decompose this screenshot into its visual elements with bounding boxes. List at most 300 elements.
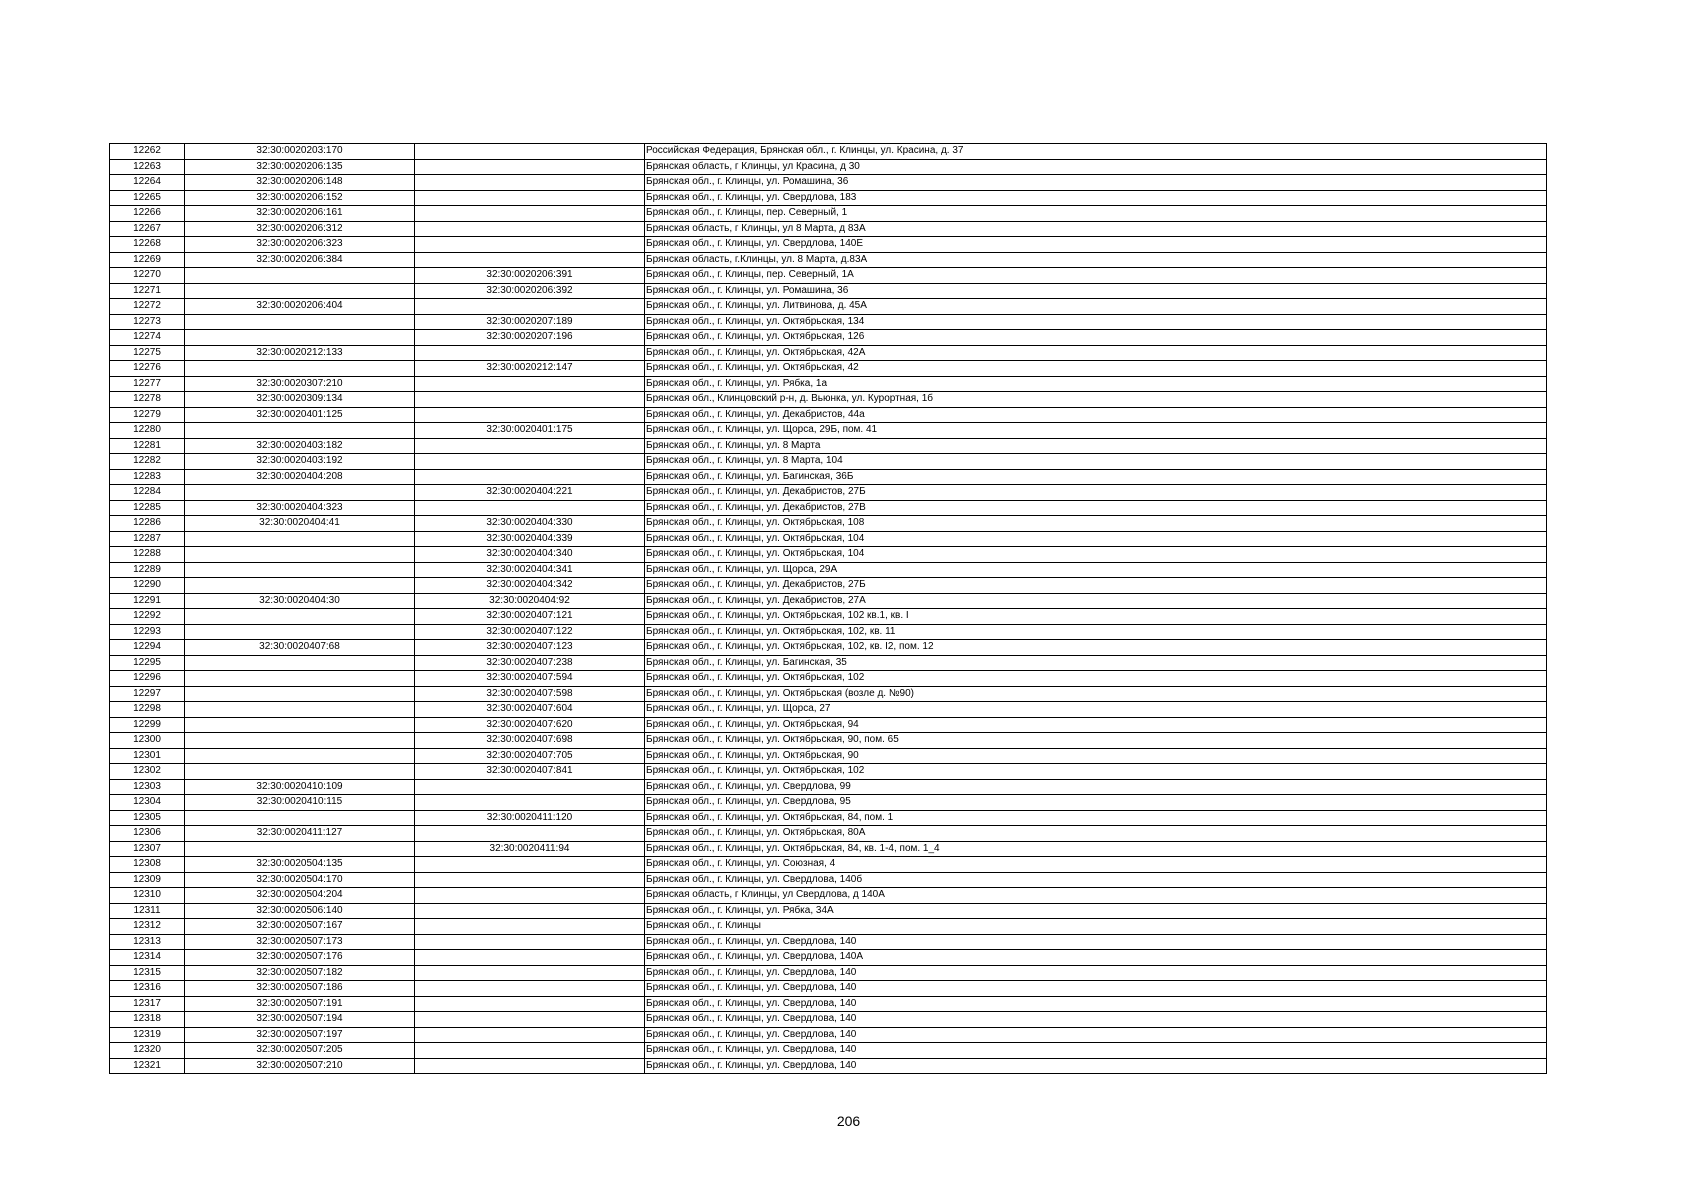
table-row xyxy=(110,810,1547,826)
table-row xyxy=(110,1043,1547,1059)
object-cadastral-number-cell xyxy=(415,826,645,842)
cadastral-number-cell xyxy=(185,423,415,439)
address-cell: Брянская обл., г. Клинцы, ул. Свердлова, 140 xyxy=(645,981,1547,997)
object-cadastral-number-cell xyxy=(415,206,645,222)
object-cadastral-number-cell xyxy=(415,345,645,361)
object-cadastral-number-cell: 32:30:0020207:189 xyxy=(415,314,645,330)
object-cadastral-number-cell xyxy=(415,1058,645,1074)
cadastral-number-cell xyxy=(185,624,415,640)
cadastral-number-cell: 32:30:0020507:210 xyxy=(185,1058,415,1074)
row-number-cell: 12294 xyxy=(110,640,185,656)
cadastral-number-cell: 32:30:0020309:134 xyxy=(185,392,415,408)
row-number-cell: 12296 xyxy=(110,671,185,687)
table-row xyxy=(110,314,1547,330)
row-number-cell: 12273 xyxy=(110,314,185,330)
cadastral-number-cell: 32:30:0020504:204 xyxy=(185,888,415,904)
cadastral-number-cell xyxy=(185,655,415,671)
object-cadastral-number-cell: 32:30:0020212:147 xyxy=(415,361,645,377)
cadastral-number-cell: 32:30:0020507:194 xyxy=(185,1012,415,1028)
table-row xyxy=(110,872,1547,888)
row-number-cell: 12274 xyxy=(110,330,185,346)
table-row xyxy=(110,454,1547,470)
table-row xyxy=(110,857,1547,873)
address-cell: Брянская область, г.Клинцы, ул. 8 Марта, д.83А xyxy=(645,252,1547,268)
address-cell: Брянская обл., г. Клинцы, ул. Багинская, 36Б xyxy=(645,469,1547,485)
address-cell: Брянская обл., г. Клинцы, ул. Щорса, 29Б, пом. 41 xyxy=(645,423,1547,439)
cadastral-number-cell: 32:30:0020206:148 xyxy=(185,175,415,191)
object-cadastral-number-cell xyxy=(415,407,645,423)
row-number-cell: 12295 xyxy=(110,655,185,671)
object-cadastral-number-cell: 32:30:0020407:841 xyxy=(415,764,645,780)
cadastral-number-cell: 32:30:0020206:323 xyxy=(185,237,415,253)
table-row xyxy=(110,903,1547,919)
cadastral-number-cell: 32:30:0020504:170 xyxy=(185,872,415,888)
object-cadastral-number-cell xyxy=(415,175,645,191)
table-row xyxy=(110,609,1547,625)
row-number-cell: 12304 xyxy=(110,795,185,811)
cadastral-number-cell: 32:30:0020404:323 xyxy=(185,500,415,516)
row-number-cell: 12262 xyxy=(110,144,185,160)
row-number-cell: 12302 xyxy=(110,764,185,780)
object-cadastral-number-cell: 32:30:0020407:121 xyxy=(415,609,645,625)
table-row xyxy=(110,283,1547,299)
object-cadastral-number-cell xyxy=(415,190,645,206)
address-cell: Брянская обл., г. Клинцы, ул. Свердлова, 95 xyxy=(645,795,1547,811)
row-number-cell: 12284 xyxy=(110,485,185,501)
cadastral-number-cell: 32:30:0020507:182 xyxy=(185,965,415,981)
address-cell: Брянская обл., г. Клинцы, ул. Свердлова, 140 xyxy=(645,1012,1547,1028)
row-number-cell: 12297 xyxy=(110,686,185,702)
address-cell: Брянская обл., г. Клинцы, ул. Октябрьская, 104 xyxy=(645,547,1547,563)
address-cell: Брянская обл., г. Клинцы, ул. Октябрьская, 90 xyxy=(645,748,1547,764)
row-number-cell: 12264 xyxy=(110,175,185,191)
object-cadastral-number-cell xyxy=(415,934,645,950)
cadastral-number-cell: 32:30:0020403:182 xyxy=(185,438,415,454)
table-row xyxy=(110,919,1547,935)
address-cell: Брянская обл., г. Клинцы, ул. Октябрьская, 94 xyxy=(645,717,1547,733)
address-cell: Брянская обл., г. Клинцы, ул. Октябрьская, 80А xyxy=(645,826,1547,842)
table-row xyxy=(110,268,1547,284)
row-number-cell: 12277 xyxy=(110,376,185,392)
object-cadastral-number-cell: 32:30:0020407:123 xyxy=(415,640,645,656)
cadastral-number-cell xyxy=(185,283,415,299)
table-row xyxy=(110,175,1547,191)
row-number-cell: 12270 xyxy=(110,268,185,284)
cadastral-number-cell xyxy=(185,531,415,547)
row-number-cell: 12305 xyxy=(110,810,185,826)
cadastral-number-cell xyxy=(185,547,415,563)
object-cadastral-number-cell xyxy=(415,919,645,935)
address-cell: Брянская обл., г. Клинцы, ул. Октябрьская, 84, кв. 1-4, пом. 1_4 xyxy=(645,841,1547,857)
table-row xyxy=(110,407,1547,423)
cadastral-number-cell: 32:30:0020307:210 xyxy=(185,376,415,392)
cadastral-number-cell: 32:30:0020507:167 xyxy=(185,919,415,935)
address-cell: Брянская обл., г. Клинцы, пер. Северный, 1 xyxy=(645,206,1547,222)
row-number-cell: 12288 xyxy=(110,547,185,563)
cadastral-number-cell: 32:30:0020401:125 xyxy=(185,407,415,423)
table-row xyxy=(110,655,1547,671)
address-cell: Российская Федерация, Брянская обл., г. Клинцы, ул. Красина, д. 37 xyxy=(645,144,1547,160)
table-row xyxy=(110,190,1547,206)
table-row xyxy=(110,500,1547,516)
cadastral-number-cell: 32:30:0020410:109 xyxy=(185,779,415,795)
cadastral-number-cell xyxy=(185,330,415,346)
cadastral-number-cell: 32:30:0020507:191 xyxy=(185,996,415,1012)
address-cell: Брянская обл., г. Клинцы, ул. Свердлова, 140 xyxy=(645,1058,1547,1074)
cadastral-number-cell xyxy=(185,562,415,578)
row-number-cell: 12307 xyxy=(110,841,185,857)
table-row xyxy=(110,1058,1547,1074)
address-cell: Брянская обл., г. Клинцы, ул. Октябрьская, 104 xyxy=(645,531,1547,547)
address-cell: Брянская обл., г. Клинцы, ул. Октябрьская, 42А xyxy=(645,345,1547,361)
row-number-cell: 12272 xyxy=(110,299,185,315)
row-number-cell: 12267 xyxy=(110,221,185,237)
table-row xyxy=(110,702,1547,718)
cadastral-number-cell: 32:30:0020206:312 xyxy=(185,221,415,237)
cadastral-number-cell xyxy=(185,578,415,594)
row-number-cell: 12292 xyxy=(110,609,185,625)
object-cadastral-number-cell: 32:30:0020206:392 xyxy=(415,283,645,299)
row-number-cell: 12298 xyxy=(110,702,185,718)
cadastral-number-cell xyxy=(185,485,415,501)
row-number-cell: 12278 xyxy=(110,392,185,408)
row-number-cell: 12290 xyxy=(110,578,185,594)
address-cell: Брянская обл., г. Клинцы, ул. 8 Марта xyxy=(645,438,1547,454)
object-cadastral-number-cell: 32:30:0020407:238 xyxy=(415,655,645,671)
object-cadastral-number-cell: 32:30:0020407:598 xyxy=(415,686,645,702)
object-cadastral-number-cell xyxy=(415,888,645,904)
table-row xyxy=(110,221,1547,237)
table-row xyxy=(110,748,1547,764)
address-cell: Брянская обл., г. Клинцы, ул. Декабристов, 27Б xyxy=(645,578,1547,594)
cadastral-number-cell: 32:30:0020206:384 xyxy=(185,252,415,268)
object-cadastral-number-cell: 32:30:0020404:221 xyxy=(415,485,645,501)
table-row xyxy=(110,376,1547,392)
address-cell: Брянская обл., г. Клинцы, ул. Ромашина, 36 xyxy=(645,283,1547,299)
row-number-cell: 12317 xyxy=(110,996,185,1012)
row-number-cell: 12266 xyxy=(110,206,185,222)
address-cell: Брянская обл., г. Клинцы, ул. Октябрьская (возле д. №90) xyxy=(645,686,1547,702)
address-cell: Брянская обл., г. Клинцы, ул. Литвинова, д. 45А xyxy=(645,299,1547,315)
object-cadastral-number-cell: 32:30:0020404:92 xyxy=(415,593,645,609)
table-row xyxy=(110,562,1547,578)
cadastral-number-cell: 32:30:0020507:197 xyxy=(185,1027,415,1043)
object-cadastral-number-cell xyxy=(415,237,645,253)
table-row xyxy=(110,733,1547,749)
table-row xyxy=(110,252,1547,268)
cadastral-number-cell xyxy=(185,671,415,687)
object-cadastral-number-cell: 32:30:0020207:196 xyxy=(415,330,645,346)
address-cell: Брянская обл., г. Клинцы, ул. Декабристов, 44а xyxy=(645,407,1547,423)
cadastral-number-cell: 32:30:0020507:205 xyxy=(185,1043,415,1059)
row-number-cell: 12318 xyxy=(110,1012,185,1028)
address-cell: Брянская обл., г. Клинцы, ул. Рябка, 1а xyxy=(645,376,1547,392)
address-cell: Брянская обл., г. Клинцы, ул. Рябка, 34А xyxy=(645,903,1547,919)
table-row xyxy=(110,361,1547,377)
cadastral-number-cell xyxy=(185,609,415,625)
cadastral-number-cell: 32:30:0020212:133 xyxy=(185,345,415,361)
address-cell: Брянская обл., г. Клинцы, пер. Северный, 1А xyxy=(645,268,1547,284)
table-row xyxy=(110,516,1547,532)
object-cadastral-number-cell xyxy=(415,779,645,795)
address-cell: Брянская обл., г. Клинцы, ул. Свердлова, 183 xyxy=(645,190,1547,206)
cadastral-number-cell xyxy=(185,748,415,764)
cadastral-number-cell xyxy=(185,361,415,377)
row-number-cell: 12283 xyxy=(110,469,185,485)
table-row xyxy=(110,640,1547,656)
table-row xyxy=(110,330,1547,346)
cadastral-number-cell: 32:30:0020206:404 xyxy=(185,299,415,315)
object-cadastral-number-cell: 32:30:0020404:339 xyxy=(415,531,645,547)
cadastral-number-cell: 32:30:0020507:176 xyxy=(185,950,415,966)
row-number-cell: 12309 xyxy=(110,872,185,888)
row-number-cell: 12311 xyxy=(110,903,185,919)
row-number-cell: 12286 xyxy=(110,516,185,532)
object-cadastral-number-cell xyxy=(415,454,645,470)
object-cadastral-number-cell xyxy=(415,221,645,237)
row-number-cell: 12313 xyxy=(110,934,185,950)
object-cadastral-number-cell: 32:30:0020404:330 xyxy=(415,516,645,532)
row-number-cell: 12275 xyxy=(110,345,185,361)
cadastral-number-cell xyxy=(185,686,415,702)
row-number-cell: 12263 xyxy=(110,159,185,175)
cadastral-table xyxy=(109,143,1547,1074)
table-row xyxy=(110,1012,1547,1028)
object-cadastral-number-cell xyxy=(415,1043,645,1059)
row-number-cell: 12306 xyxy=(110,826,185,842)
cadastral-number-cell: 32:30:0020506:140 xyxy=(185,903,415,919)
address-cell: Брянская обл., г. Клинцы, ул. Декабристов, 27А xyxy=(645,593,1547,609)
address-cell: Брянская обл., г. Клинцы, ул. Октябрьская, 42 xyxy=(645,361,1547,377)
table-row xyxy=(110,547,1547,563)
object-cadastral-number-cell xyxy=(415,159,645,175)
object-cadastral-number-cell xyxy=(415,500,645,516)
table-row xyxy=(110,671,1547,687)
address-cell: Брянская обл., г. Клинцы, ул. Щорса, 27 xyxy=(645,702,1547,718)
page-number: 206 xyxy=(836,1113,861,1129)
row-number-cell: 12315 xyxy=(110,965,185,981)
table-row xyxy=(110,965,1547,981)
address-cell: Брянская обл., г. Клинцы, ул. Октябрьская, 102 xyxy=(645,764,1547,780)
table-row xyxy=(110,469,1547,485)
object-cadastral-number-cell xyxy=(415,1012,645,1028)
object-cadastral-number-cell: 32:30:0020407:705 xyxy=(415,748,645,764)
row-number-cell: 12276 xyxy=(110,361,185,377)
address-cell: Брянская обл., г. Клинцы, ул. Октябрьская, 90, пом. 65 xyxy=(645,733,1547,749)
object-cadastral-number-cell xyxy=(415,903,645,919)
address-cell: Брянская обл., г. Клинцы, ул. Свердлова, 140 xyxy=(645,1027,1547,1043)
address-cell: Брянская обл., г. Клинцы, ул. Октябрьская, 102 xyxy=(645,671,1547,687)
row-number-cell: 12316 xyxy=(110,981,185,997)
address-cell: Брянская обл., г. Клинцы, ул. Свердлова, 140б xyxy=(645,872,1547,888)
address-cell: Брянская обл., г. Клинцы, ул. Октябрьская, 102, кв. I2, пом. 12 xyxy=(645,640,1547,656)
table-row xyxy=(110,345,1547,361)
address-cell: Брянская обл., г. Клинцы, ул. Щорса, 29А xyxy=(645,562,1547,578)
table-row xyxy=(110,438,1547,454)
cadastral-number-cell xyxy=(185,702,415,718)
cadastral-number-cell: 32:30:0020404:208 xyxy=(185,469,415,485)
address-cell: Брянская обл., г. Клинцы, ул. Свердлова, 99 xyxy=(645,779,1547,795)
address-cell: Брянская обл., г. Клинцы, ул. Свердлова, 140 xyxy=(645,1043,1547,1059)
object-cadastral-number-cell xyxy=(415,1027,645,1043)
row-number-cell: 12289 xyxy=(110,562,185,578)
table-row xyxy=(110,981,1547,997)
object-cadastral-number-cell xyxy=(415,392,645,408)
row-number-cell: 12279 xyxy=(110,407,185,423)
cadastral-number-cell xyxy=(185,268,415,284)
cadastral-number-cell: 32:30:0020206:152 xyxy=(185,190,415,206)
address-cell: Брянская обл., г. Клинцы, ул. Ромашина, 36 xyxy=(645,175,1547,191)
row-number-cell: 12265 xyxy=(110,190,185,206)
row-number-cell: 12301 xyxy=(110,748,185,764)
row-number-cell: 12319 xyxy=(110,1027,185,1043)
object-cadastral-number-cell: 32:30:0020401:175 xyxy=(415,423,645,439)
object-cadastral-number-cell: 32:30:0020404:342 xyxy=(415,578,645,594)
object-cadastral-number-cell: 32:30:0020407:594 xyxy=(415,671,645,687)
cadastral-number-cell xyxy=(185,717,415,733)
table-row xyxy=(110,779,1547,795)
table-row xyxy=(110,624,1547,640)
cadastral-number-cell: 32:30:0020407:68 xyxy=(185,640,415,656)
address-cell: Брянская область, г Клинцы, ул Красина, д 30 xyxy=(645,159,1547,175)
address-cell: Брянская обл., г. Клинцы, ул. Багинская, 35 xyxy=(645,655,1547,671)
address-cell: Брянская обл., г. Клинцы, ул. Свердлова, 140 xyxy=(645,996,1547,1012)
cadastral-number-cell xyxy=(185,841,415,857)
table-row xyxy=(110,841,1547,857)
table-row xyxy=(110,159,1547,175)
table-row xyxy=(110,423,1547,439)
address-cell: Брянская обл., г. Клинцы, ул. Октябрьская, 108 xyxy=(645,516,1547,532)
table-row xyxy=(110,717,1547,733)
object-cadastral-number-cell xyxy=(415,469,645,485)
table-row xyxy=(110,392,1547,408)
table-row xyxy=(110,1027,1547,1043)
address-cell: Брянская обл., Клинцовский р-н, д. Вьюнка, ул. Курортная, 1б xyxy=(645,392,1547,408)
cadastral-number-cell: 32:30:0020507:186 xyxy=(185,981,415,997)
object-cadastral-number-cell xyxy=(415,996,645,1012)
cadastral-number-cell: 32:30:0020507:173 xyxy=(185,934,415,950)
table-row xyxy=(110,826,1547,842)
address-cell: Брянская область, г Клинцы, ул 8 Марта, д 83А xyxy=(645,221,1547,237)
row-number-cell: 12299 xyxy=(110,717,185,733)
cadastral-number-cell: 32:30:0020404:30 xyxy=(185,593,415,609)
object-cadastral-number-cell xyxy=(415,872,645,888)
cadastral-number-cell: 32:30:0020504:135 xyxy=(185,857,415,873)
object-cadastral-number-cell xyxy=(415,857,645,873)
address-cell: Брянская обл., г. Клинцы, ул. Декабристов, 27В xyxy=(645,500,1547,516)
address-cell: Брянская обл., г. Клинцы, ул. Октябрьская, 134 xyxy=(645,314,1547,330)
address-cell: Брянская обл., г. Клинцы, ул. Декабристов, 27Б xyxy=(645,485,1547,501)
cadastral-number-cell: 32:30:0020203:170 xyxy=(185,144,415,160)
address-cell: Брянская обл., г. Клинцы, ул. Свердлова, 140 xyxy=(645,965,1547,981)
address-cell: Брянская обл., г. Клинцы, ул. Союзная, 4 xyxy=(645,857,1547,873)
address-cell: Брянская обл., г. Клинцы, ул. Октябрьская, 102 кв.1, кв. I xyxy=(645,609,1547,625)
cadastral-number-cell: 32:30:0020410:115 xyxy=(185,795,415,811)
cadastral-number-cell: 32:30:0020411:127 xyxy=(185,826,415,842)
table-row xyxy=(110,795,1547,811)
table-row xyxy=(110,996,1547,1012)
row-number-cell: 12293 xyxy=(110,624,185,640)
row-number-cell: 12300 xyxy=(110,733,185,749)
row-number-cell: 12271 xyxy=(110,283,185,299)
table-row xyxy=(110,934,1547,950)
cadastral-number-cell: 32:30:0020206:161 xyxy=(185,206,415,222)
row-number-cell: 12285 xyxy=(110,500,185,516)
object-cadastral-number-cell: 32:30:0020407:604 xyxy=(415,702,645,718)
object-cadastral-number-cell xyxy=(415,376,645,392)
address-cell: Брянская обл., г. Клинцы, ул. Октябрьская, 126 xyxy=(645,330,1547,346)
address-cell: Брянская обл., г. Клинцы, ул. 8 Марта, 104 xyxy=(645,454,1547,470)
cadastral-number-cell xyxy=(185,314,415,330)
row-number-cell: 12282 xyxy=(110,454,185,470)
address-cell: Брянская обл., г. Клинцы, ул. Свердлова, 140 xyxy=(645,934,1547,950)
cadastral-number-cell xyxy=(185,764,415,780)
object-cadastral-number-cell: 32:30:0020407:698 xyxy=(415,733,645,749)
object-cadastral-number-cell: 32:30:0020411:120 xyxy=(415,810,645,826)
address-cell: Брянская обл., г. Клинцы xyxy=(645,919,1547,935)
address-cell: Брянская обл., г. Клинцы, ул. Октябрьская, 84, пом. 1 xyxy=(645,810,1547,826)
row-number-cell: 12287 xyxy=(110,531,185,547)
object-cadastral-number-cell: 32:30:0020206:391 xyxy=(415,268,645,284)
cadastral-number-cell: 32:30:0020206:135 xyxy=(185,159,415,175)
table-row xyxy=(110,531,1547,547)
table-row xyxy=(110,299,1547,315)
row-number-cell: 12312 xyxy=(110,919,185,935)
table-row xyxy=(110,237,1547,253)
table-row xyxy=(110,950,1547,966)
table-row xyxy=(110,593,1547,609)
object-cadastral-number-cell xyxy=(415,965,645,981)
object-cadastral-number-cell: 32:30:0020407:620 xyxy=(415,717,645,733)
address-cell: Брянская обл., г. Клинцы, ул. Свердлова, 140А xyxy=(645,950,1547,966)
table-body xyxy=(110,144,1547,1074)
object-cadastral-number-cell xyxy=(415,795,645,811)
object-cadastral-number-cell xyxy=(415,144,645,160)
row-number-cell: 12320 xyxy=(110,1043,185,1059)
object-cadastral-number-cell: 32:30:0020404:340 xyxy=(415,547,645,563)
row-number-cell: 12291 xyxy=(110,593,185,609)
cadastral-number-cell xyxy=(185,810,415,826)
row-number-cell: 12303 xyxy=(110,779,185,795)
table-row xyxy=(110,206,1547,222)
cadastral-number-cell: 32:30:0020403:192 xyxy=(185,454,415,470)
object-cadastral-number-cell xyxy=(415,950,645,966)
address-cell: Брянская обл., г. Клинцы, ул. Октябрьская, 102, кв. 11 xyxy=(645,624,1547,640)
address-cell: Брянская область, г Клинцы, ул Свердлова, д 140А xyxy=(645,888,1547,904)
cadastral-number-cell xyxy=(185,733,415,749)
object-cadastral-number-cell xyxy=(415,438,645,454)
table-row xyxy=(110,485,1547,501)
row-number-cell: 12314 xyxy=(110,950,185,966)
object-cadastral-number-cell: 32:30:0020411:94 xyxy=(415,841,645,857)
object-cadastral-number-cell: 32:30:0020407:122 xyxy=(415,624,645,640)
table-row xyxy=(110,578,1547,594)
table-row xyxy=(110,686,1547,702)
row-number-cell: 12310 xyxy=(110,888,185,904)
object-cadastral-number-cell xyxy=(415,252,645,268)
table-row xyxy=(110,764,1547,780)
row-number-cell: 12268 xyxy=(110,237,185,253)
table-row xyxy=(110,144,1547,160)
row-number-cell: 12280 xyxy=(110,423,185,439)
cadastral-number-cell: 32:30:0020404:41 xyxy=(185,516,415,532)
object-cadastral-number-cell xyxy=(415,299,645,315)
object-cadastral-number-cell: 32:30:0020404:341 xyxy=(415,562,645,578)
address-cell: Брянская обл., г. Клинцы, ул. Свердлова, 140Е xyxy=(645,237,1547,253)
row-number-cell: 12281 xyxy=(110,438,185,454)
row-number-cell: 12321 xyxy=(110,1058,185,1074)
row-number-cell: 12308 xyxy=(110,857,185,873)
